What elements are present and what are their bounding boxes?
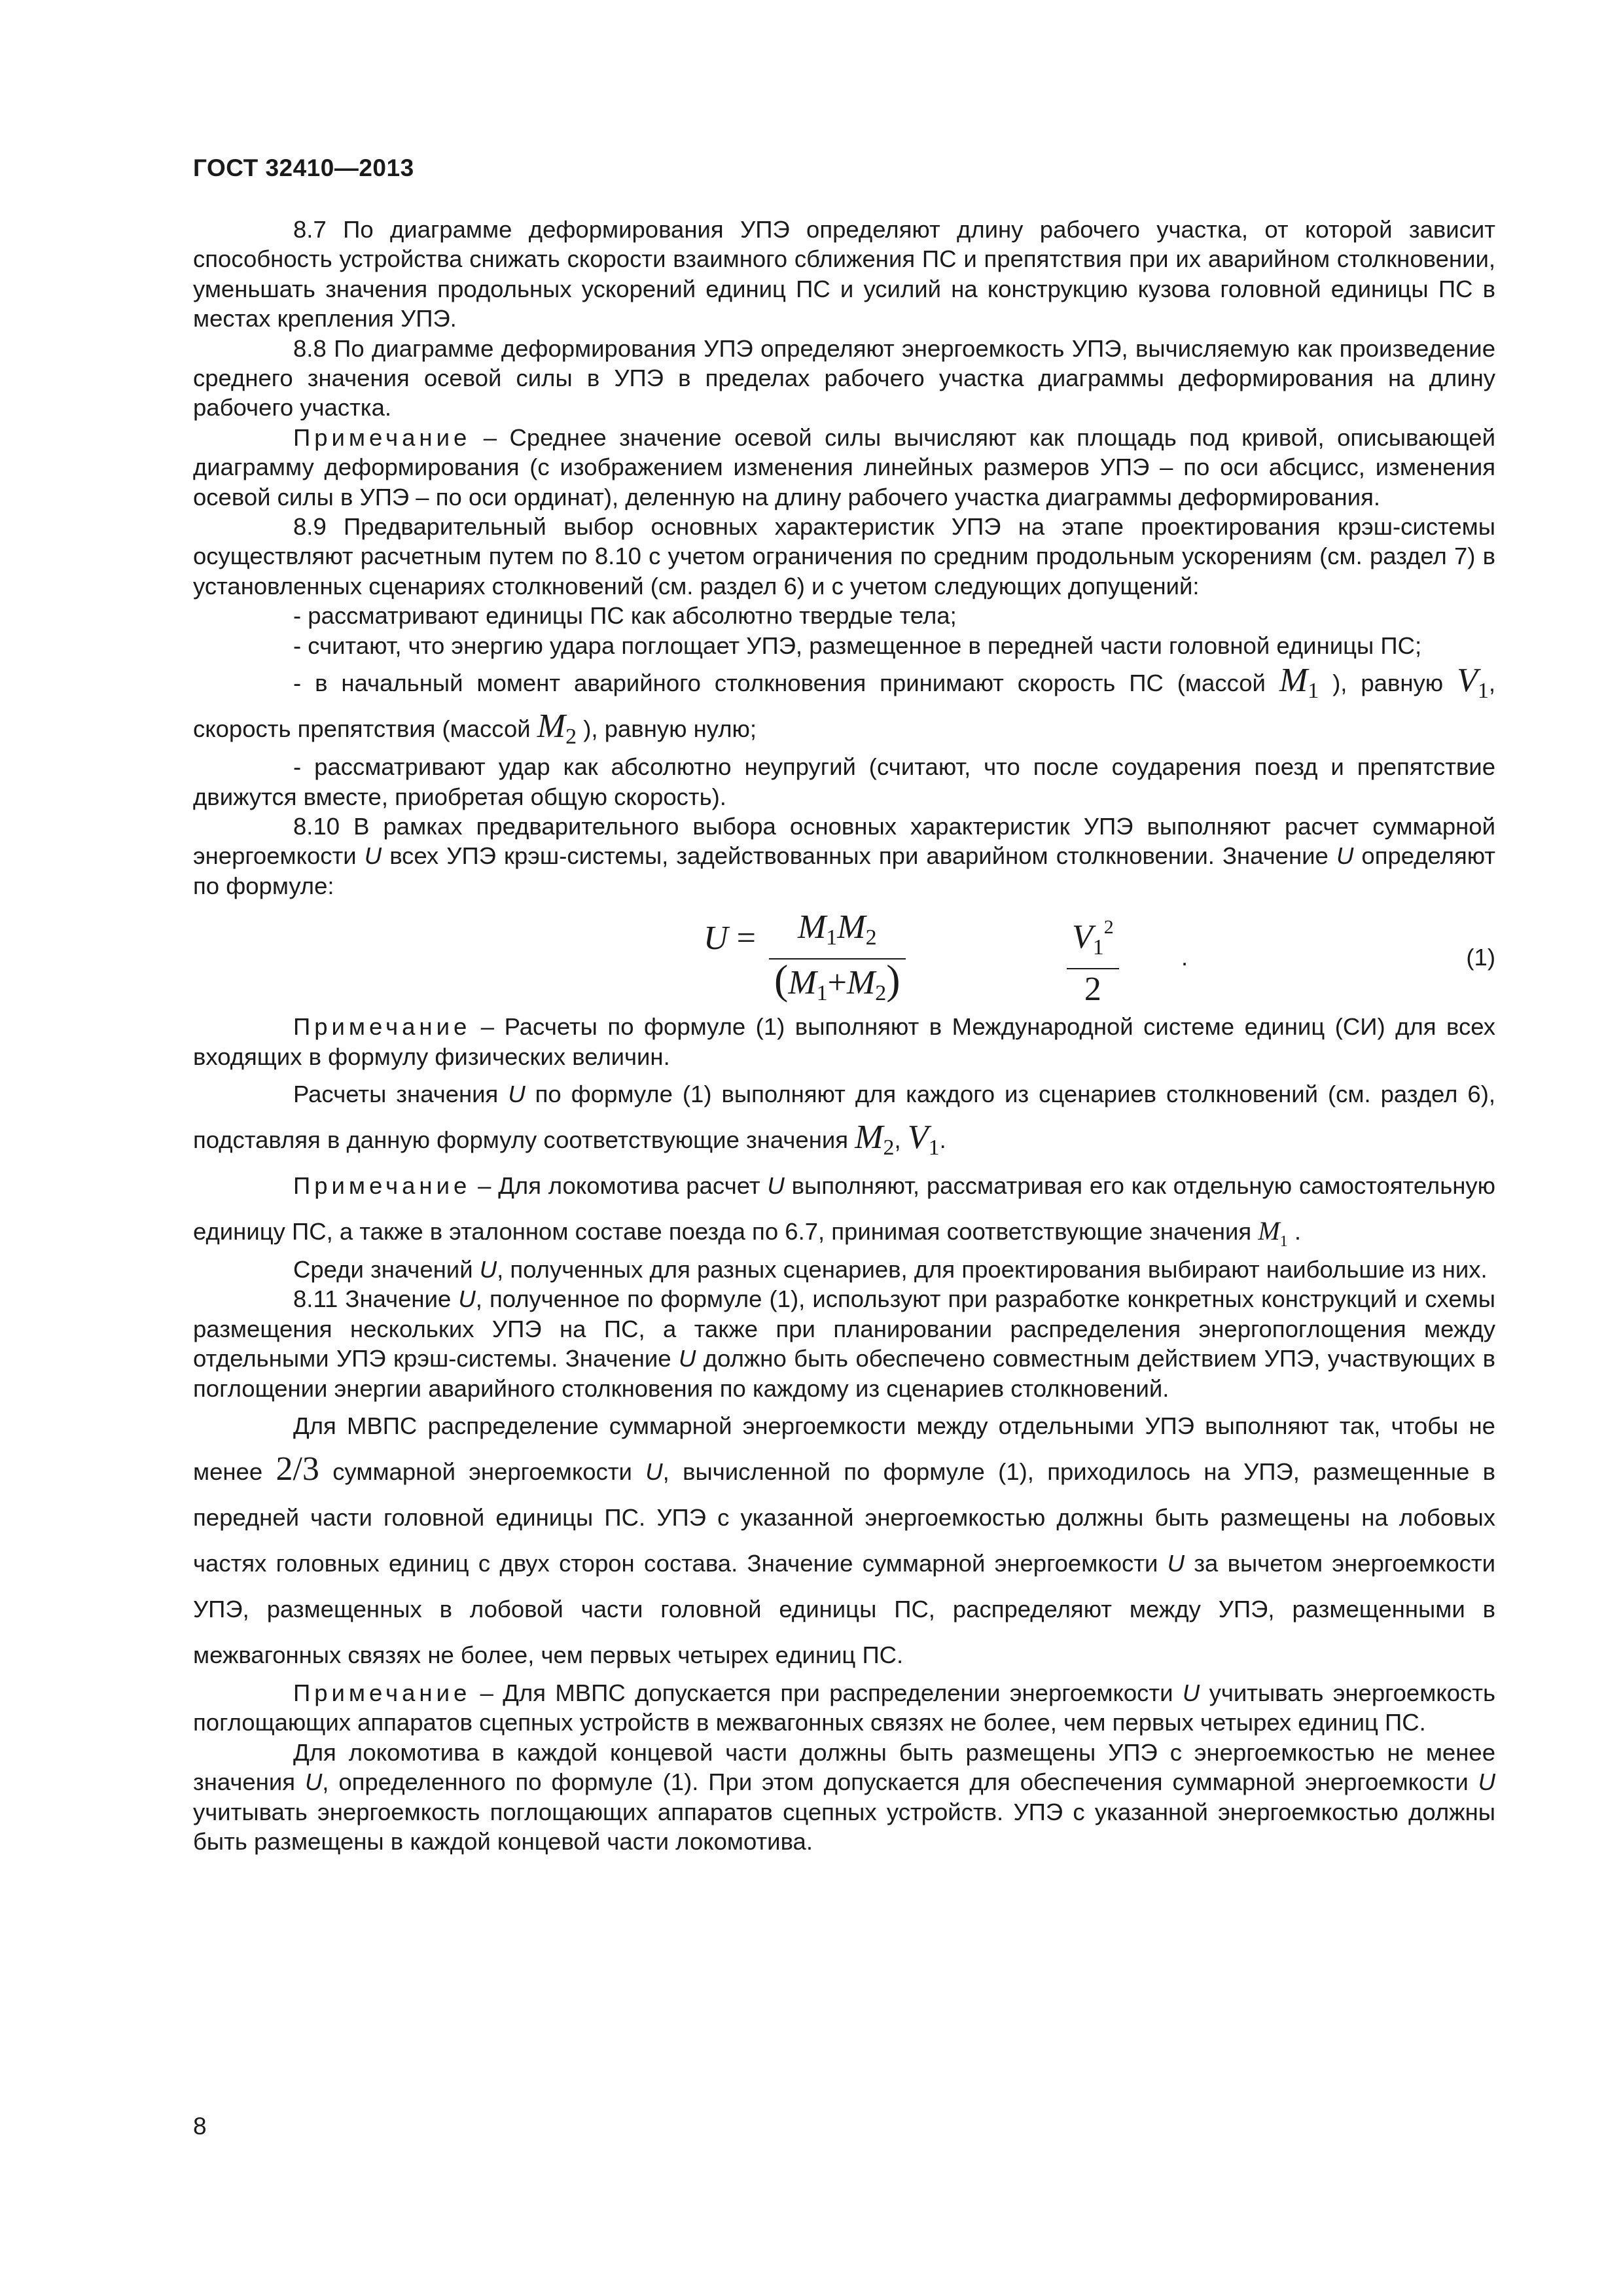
math-m2: $M_2$: [855, 1118, 895, 1160]
paragraph-8-9: 8.9 Предварительный выбор основных характеристик УПЭ на этапе проектирования крэш-системы осуществляют расчетным путем по 8.10 с учетом ограничения по средним продольным ускорениям (см. раздел 7) в установленных сценариях столкновений (см. раздел 6) и с учетом следующих допущений:: [193, 513, 1495, 600]
formula-1: U = $M_1M_2$ $(M_1+M_2)$ $V_1^2$ 2 . (1): [193, 901, 1495, 1012]
document-header: ГОСТ 32410—2013: [193, 154, 414, 181]
page-number: 8: [193, 2113, 207, 2140]
math-v1: $V_1$: [1457, 662, 1489, 704]
math-two-thirds: 2/3: [276, 1450, 319, 1488]
note-2: Примечание – Расчеты по формуле (1) выполняют в Международной системе единиц (СИ) для всех входящих в формулу физических величин.: [193, 1013, 1495, 1070]
formula-fraction-masses: [769, 907, 906, 1014]
math-m1: $M_1$: [1279, 662, 1319, 704]
var-u: U: [1336, 842, 1354, 870]
bullet-text: ), равную: [1319, 670, 1457, 697]
formula-period: .: [1181, 944, 1188, 971]
fraction-denominator: 2: [1084, 971, 1101, 1009]
math-v1: $V_1$: [907, 1118, 940, 1160]
note-3: Примечание – Для локомотива расчет U выполняют, рассматривая его как отдельную самостоятельную единицу ПС, а также в эталонном составе поезда по 6.7, принимая соответствующие значения $M_1$ .: [193, 1172, 1496, 1250]
bullet-text: , скорость препятствия (массой: [193, 670, 1496, 743]
paragraph-calc: Расчеты значения U по формуле (1) выполняют для каждого из сценариев столкновений (см. раздел 6), подставляя в данную формулу соответствующие значения $M_2$, $V_1$.: [193, 1080, 1495, 1160]
bullet-2: - считают, что энергию удара поглощает УПЭ, размещенное в передней части головной единицы ПС;: [293, 632, 1422, 659]
paragraph-max: Среди значений U, полученных для разных сценариев, для проектирования выбирают наибольшие из них.: [293, 1255, 1488, 1283]
document-body: [193, 215, 1495, 1856]
note-4: Примечание – Для МВПС допускается при распределении энергоемкости U учитывать энергоемкость поглощающих аппаратов сцепных устройств в межвагонных связях не более, чем первых четырех единиц ПС.: [193, 1679, 1495, 1736]
formula-fraction-velocity: [1067, 907, 1119, 1010]
bullet-text: - в начальный момент аварийного столкновения принимают скорость ПС (массой: [293, 670, 1279, 697]
paragraph-locomotive: Для локомотива в каждой концевой части должны быть размещены УПЭ с энергоемкостью не менее значения U, определенного по формуле (1). При этом допускается для обеспечения суммарной энергоемкости U учитывать энергоемкость поглощающих аппаратов сцепных устройств. УПЭ с указанной энергоемкостью должны быть размещены в каждой концевой части локомотива.: [193, 1738, 1495, 1855]
note-label: Примечание: [293, 423, 471, 451]
formula-number: (1): [1466, 944, 1495, 971]
paragraph-8-7: 8.7 По диаграмме деформирования УПЭ определяют длину рабочего участка, от которой зависит способность устройства снижать скорости взаимного сближения ПС и препятствия при их аварийном столкновении, уменьшать значения продольных ускорений единиц ПС и усилий на конструкцию кузова головной единицы ПС в местах крепления УПЭ.: [193, 216, 1495, 332]
math-m2: $M_2$: [537, 708, 577, 749]
note-1: [193, 423, 1495, 512]
paragraph-8-8: 8.8 По диаграмме деформирования УПЭ определяют энергоемкость УПЭ, вычисляемую как произведение среднего значения осевой силы в УПЭ в пределах рабочего участка диаграммы деформирования на длину рабочего участка.: [193, 334, 1495, 422]
bullet-4: - рассматривают удар как абсолютно неупругий (считают, что после соударения поезд и препятствие движутся вместе, приобретая общую скорость).: [193, 753, 1495, 810]
fraction-denominator: $(M_1+M_2)$: [774, 956, 901, 1006]
bullet-3: [193, 660, 1495, 752]
note-text: – Среднее значение осевой силы вычисляют как площадь под кривой, описывающей диаграмму деформирования (с изображением изменения линейных размеров УПЭ – по оси абсцисс, изменения осевой силы в УПЭ – по оси ординат), деленную на длину рабочего участка диаграммы деформирования.: [193, 423, 1495, 511]
bullet-text: ), равную нулю;: [577, 715, 757, 743]
fraction-numerator: $V_1^2$: [1072, 916, 1114, 960]
var-u: U: [364, 842, 382, 870]
paragraph-8-11: 8.11 Значение U, полученное по формуле (1), используют при разработке конкретных конструкций и схемы размещения нескольких УПЭ на ПС, а также при планировании распределения энергопоглощения между отдельными УПЭ крэш-системы. Значение U должно быть обеспечено совместным действием УПЭ, участвующих в поглощении энергии аварийного столкновения по каждому из сценариев столкновений.: [193, 1285, 1495, 1402]
math-m1: $M_1$: [1258, 1215, 1288, 1250]
paragraph-8-10: 8.10 В рамках предварительного выбора основных характеристик УПЭ выполняют расчет суммарной энергоемкости U всех УПЭ крэш-системы, задействованных при аварийном столкновении. Значение U определяют по формуле:: [193, 812, 1495, 899]
paragraph-mvps: Для МВПС распределение суммарной энергоемкости между отдельными УПЭ выполняют так, чтобы не менее 2/3 суммарной энергоемкости U, вычисленной по формуле (1), приходилось на УПЭ, размещенные в передней части головной единицы ПС. УПЭ с указанной энергоемкостью должны быть размещены на лобовых частях головных единиц с двух сторон состава. Значение суммарной энергоемкости U за вычетом энергоемкости УПЭ, размещенных в лобовой части головной единицы ПС, распределяют между УПЭ, размещенными в межвагонных связях не более, чем первых четырех единиц ПС.: [193, 1412, 1496, 1668]
fraction-numerator: $M_1M_2$: [797, 908, 877, 950]
bullet-1: - рассматривают единицы ПС как абсолютно твердые тела;: [293, 602, 957, 630]
